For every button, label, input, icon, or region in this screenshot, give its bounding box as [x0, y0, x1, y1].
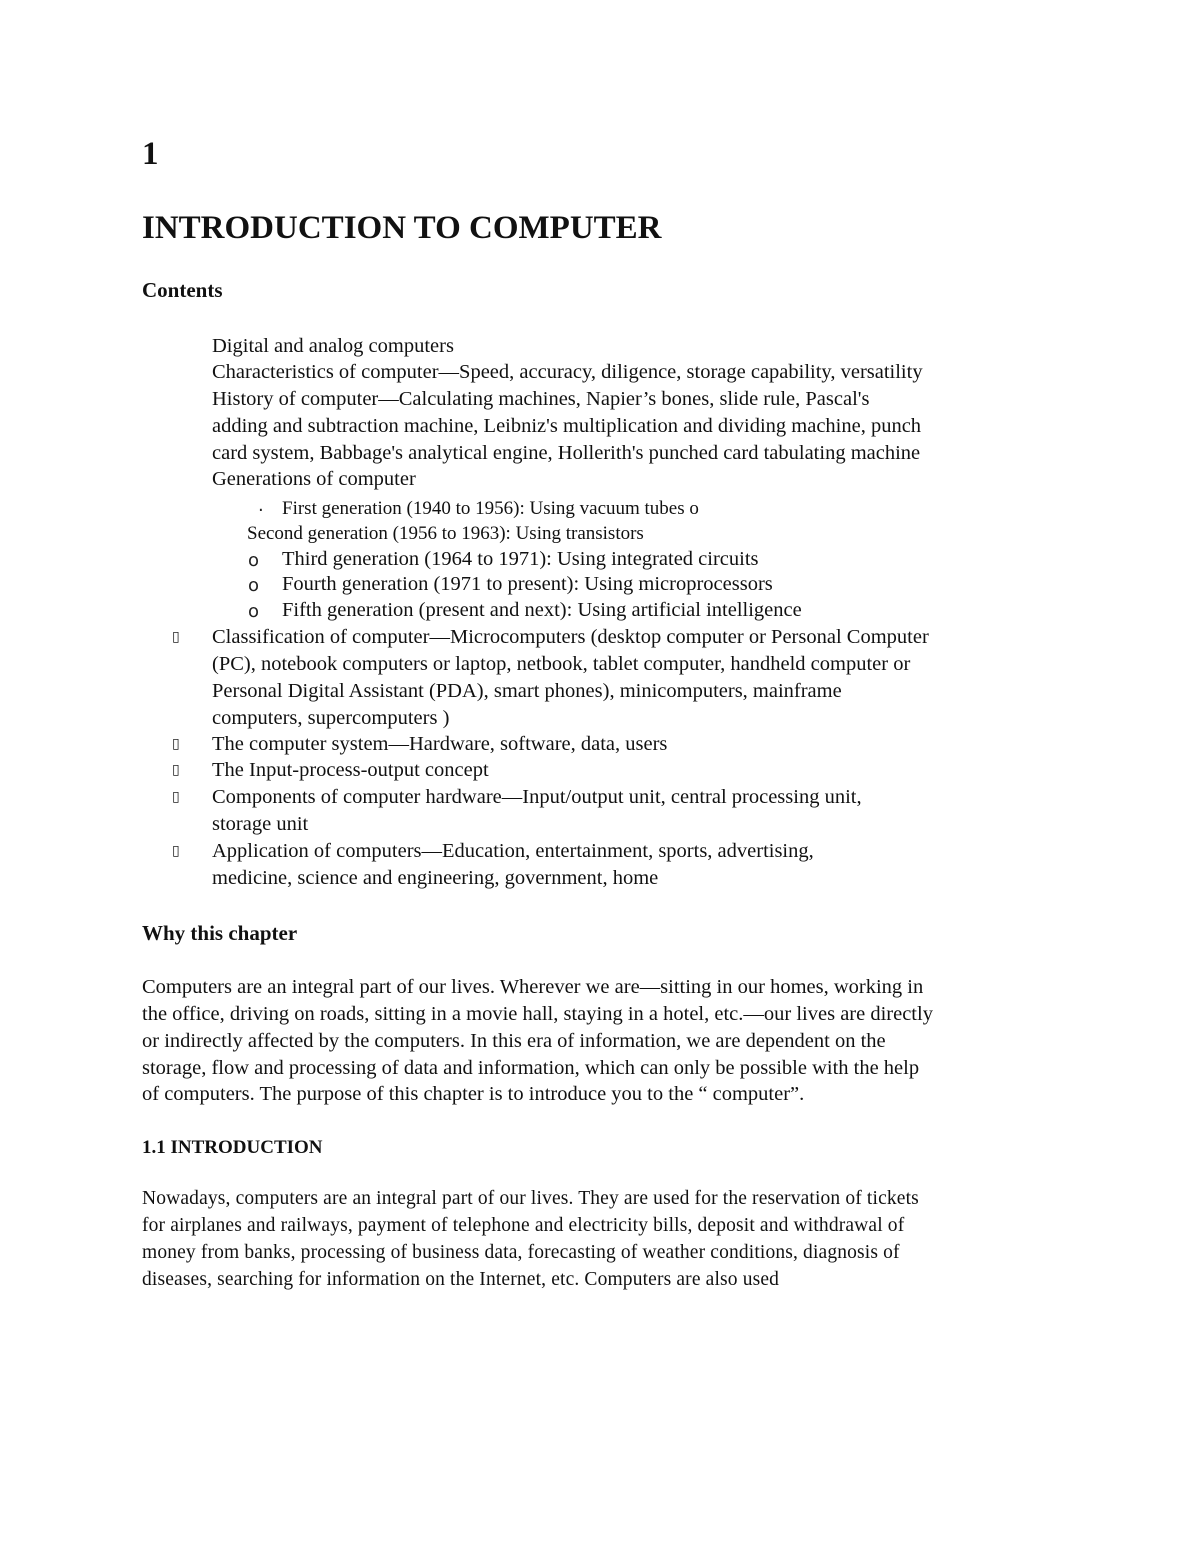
contents-gen-third: Third generation (1964 to 1971): Using integrated circuits	[282, 548, 759, 570]
gen-first-bullet: .	[258, 495, 264, 516]
paragraph-line: for airplanes and railways, payment of telephone and electricity bills, deposit and withdrawal of	[142, 1215, 905, 1236]
contents-item-characteristics: Characteristics of computer—Speed, accuracy, diligence, storage capability, versatility	[212, 361, 923, 383]
bullet-box-icon: ▯	[172, 736, 180, 752]
paragraph-line: Nowadays, computers are an integral part of our lives. They are used for the reservation of tickets	[142, 1188, 919, 1209]
gen-third-bullet: o	[248, 550, 260, 571]
gen-fourth-bullet: o	[248, 575, 260, 596]
bullet-box-icon: ▯	[172, 789, 180, 805]
contents-item-classification-line3: Personal Digital Assistant (PDA), smart phones), minicomputers, mainframe	[212, 680, 842, 702]
contents-item-components-line2: storage unit	[212, 813, 309, 835]
contents-item-history-line3: card system, Babbage's analytical engine, Hollerith's punched card tabulating machine	[212, 442, 921, 464]
contents-item-classification-line2: (PC), notebook computers or laptop, netbook, tablet computer, handheld computer or	[212, 653, 911, 675]
contents-gen-second: Second generation (1956 to 1963): Using transistors	[247, 523, 644, 544]
contents-item-digital-analog: Digital and analog computers	[212, 335, 454, 357]
bullet-box-icon: ▯	[172, 762, 180, 778]
contents-heading: Contents	[142, 278, 223, 302]
contents-item-classification-line4: computers, supercomputers )	[212, 707, 450, 729]
contents-item-ipo: The Input-process-output concept	[212, 759, 489, 781]
contents-item-components-line1: Components of computer hardware—Input/output unit, central processing unit,	[212, 786, 862, 808]
bullet-box-icon: ▯	[172, 843, 180, 859]
contents-item-computer-system: The computer system—Hardware, software, data, users	[212, 733, 668, 755]
paragraph-line: diseases, searching for information on the Internet, etc. Computers are also used	[142, 1269, 780, 1290]
paragraph-line: of computers. The purpose of this chapter is to introduce you to the “ computer”.	[142, 1083, 805, 1105]
gen-fifth-bullet: o	[248, 601, 260, 622]
contents-gen-fifth: Fifth generation (present and next): Using artificial intelligence	[282, 599, 802, 621]
contents-item-classification-line1: Classification of computer—Microcomputers (desktop computer or Personal Computer	[212, 626, 929, 648]
contents-item-application-line1: Application of computers—Education, entertainment, sports, advertising,	[212, 840, 814, 862]
contents-gen-fourth: Fourth generation (1971 to present): Using microprocessors	[282, 573, 773, 595]
paragraph-line: the office, driving on roads, sitting in a movie hall, staying in a hotel, etc.—our lives are directly	[142, 1003, 933, 1025]
paragraph-line: money from banks, processing of business data, forecasting of weather conditions, diagnosis of	[142, 1242, 900, 1263]
contents-item-history-line2: adding and subtraction machine, Leibniz's multiplication and dividing machine, punch	[212, 415, 922, 437]
paragraph-line: storage, flow and processing of data and information, which can only be possible with the help	[142, 1057, 920, 1079]
contents-gen-first: First generation (1940 to 1956): Using vacuum tubes o	[282, 498, 699, 519]
chapter-number: 1	[142, 136, 159, 172]
paragraph-line: Computers are an integral part of our lives. Wherever we are—sitting in our homes, working in	[142, 976, 924, 998]
paragraph-line: or indirectly affected by the computers. In this era of information, we are dependent on the	[142, 1030, 886, 1052]
chapter-title: INTRODUCTION TO COMPUTER	[142, 210, 662, 246]
bullet-box-icon: ▯	[172, 629, 180, 645]
contents-item-application-line2: medicine, science and engineering, government, home	[212, 867, 659, 889]
contents-item-generations: Generations of computer	[212, 468, 416, 490]
contents-item-history-line1: History of computer—Calculating machines, Napier’s bones, slide rule, Pascal's	[212, 388, 870, 410]
why-chapter-heading: Why this chapter	[142, 921, 298, 945]
introduction-heading: 1.1 INTRODUCTION	[142, 1137, 323, 1158]
